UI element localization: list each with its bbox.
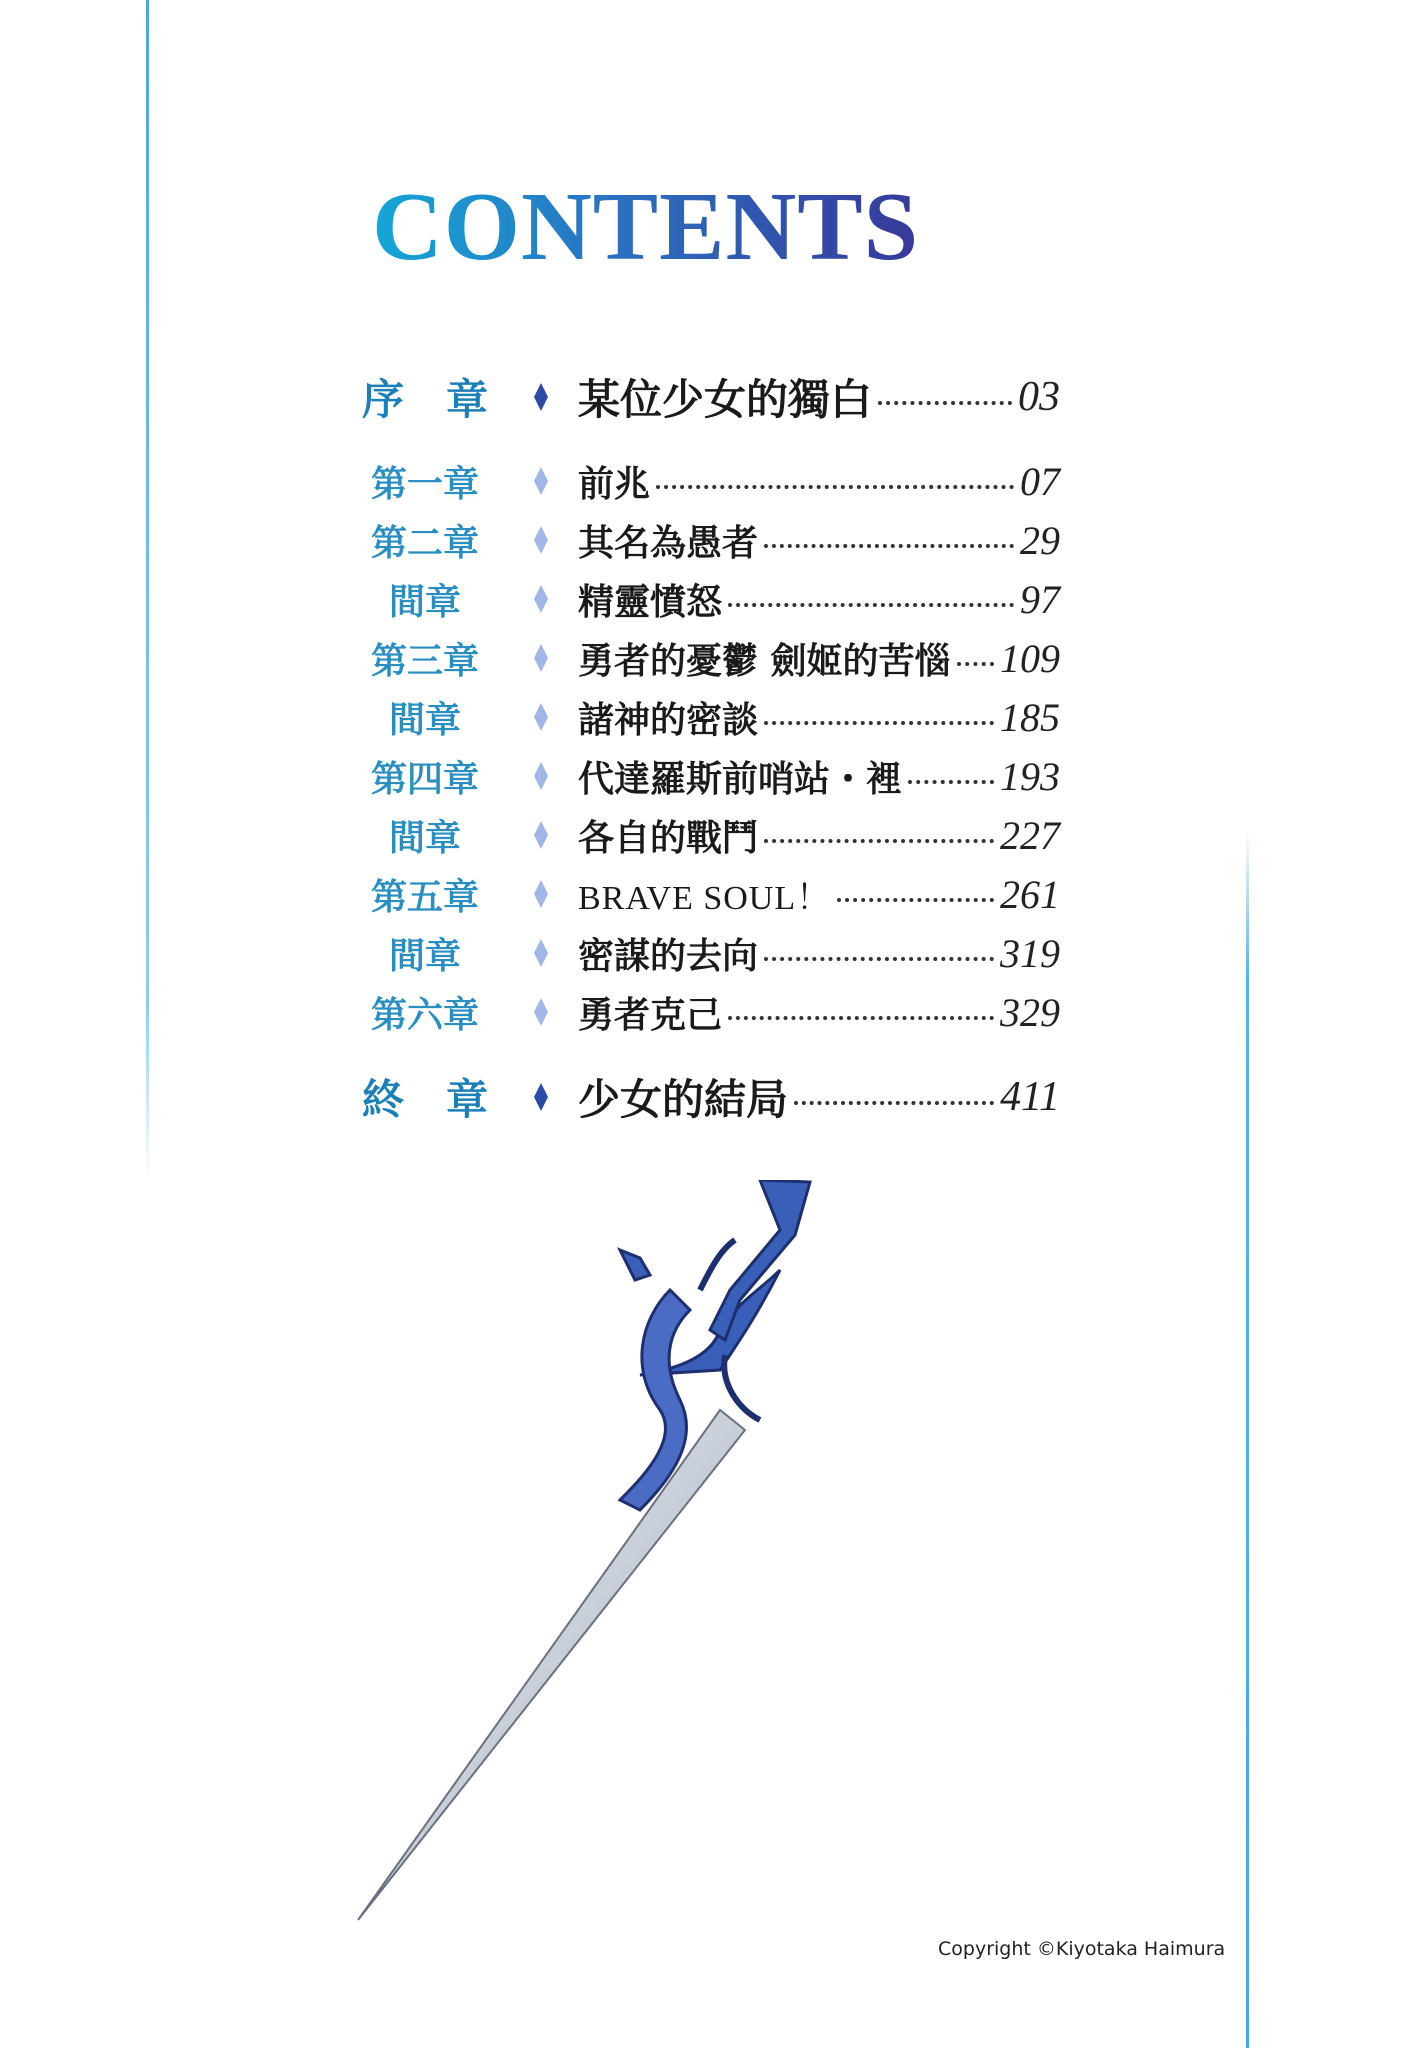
diamond-icon [522,584,560,614]
toc-page-number: 261 [1000,871,1060,917]
toc-title: 代達羅斯前哨站・裡 [578,757,903,800]
diamond-icon [522,702,560,732]
dot-leader [728,1016,994,1020]
toc-page-number: 97 [1020,576,1060,622]
diamond-icon [522,761,560,791]
dot-leader [764,839,994,843]
toc-title: 其名為愚者 [578,521,759,564]
diamond-icon [522,879,560,909]
toc-row-chapter-6[interactable] [350,985,1060,1039]
toc-row-interlude-2[interactable] [350,690,1060,744]
toc-page-number: 227 [1000,812,1060,858]
toc-page-number: 29 [1020,517,1060,563]
diamond-icon [522,997,560,1027]
diamond-icon [522,1082,560,1112]
toc-row-chapter-4[interactable] [350,749,1060,803]
toc-chapter-label: 第三章 [370,639,479,682]
toc-title: 勇者的憂鬱 劍姬的苦惱 [578,639,951,682]
toc-row-chapter-1[interactable] [350,454,1060,508]
dot-leader [764,544,1014,548]
toc-chapter-label: 序 章 [361,375,488,424]
toc-row-chapter-5[interactable] [350,867,1060,921]
toc-page-number: 411 [1000,1074,1060,1120]
toc-row-interlude-1[interactable] [350,572,1060,626]
toc-chapter-label: 終 章 [361,1075,488,1124]
copyright-text: Copyright ©Kiyotaka Haimura [938,1938,1226,1960]
toc-chapter-label: 第六章 [370,993,479,1036]
toc-title: 諸神的密談 [578,698,759,741]
toc-row-interlude-3[interactable] [350,808,1060,862]
toc-row-epilogue[interactable] [350,1070,1060,1124]
dot-leader [764,957,994,961]
diamond-icon [522,938,560,968]
dot-leader [656,485,1014,489]
toc-title: 前兆 [578,462,651,505]
diamond-icon [522,382,560,412]
toc-chapter-label: 第四章 [370,757,479,800]
toc-page-number: 07 [1020,458,1060,504]
left-frame-line [146,0,149,1180]
dot-leader [794,1101,994,1105]
toc-chapter-label: 間章 [388,816,461,859]
toc-page-number: 185 [1000,694,1060,740]
dot-leader [764,721,994,725]
toc-chapter-label: 第一章 [370,462,479,505]
diamond-icon [522,643,560,673]
toc-title: 各自的戰鬥 [578,816,759,859]
toc-page-number: 03 [1018,374,1060,420]
sword-icon [340,1180,940,1940]
toc-page-number: 329 [1000,989,1060,1035]
toc-title: 某位少女的獨白 [578,375,873,424]
dot-leader [837,898,994,902]
dot-leader [728,603,1014,607]
toc-page-number: 109 [1000,635,1060,681]
diamond-icon [522,525,560,555]
toc-chapter-label: 間章 [388,580,461,623]
toc-chapter-label: 第二章 [370,521,479,564]
dot-leader [957,662,994,666]
toc-chapter-label: 第五章 [370,875,479,918]
toc-row-interlude-4[interactable] [350,926,1060,980]
toc-title: 勇者克己 [578,993,723,1036]
toc-row-prologue[interactable] [350,370,1060,424]
toc-page-number: 193 [1000,753,1060,799]
right-frame-line [1246,830,1249,2048]
toc-title: 精靈憤怒 [578,580,723,623]
toc-title: 密謀的去向 [578,934,759,977]
dot-leader [878,401,1012,405]
toc-row-chapter-2[interactable] [350,513,1060,567]
toc-title: BRAVE SOUL！ [578,879,832,917]
diamond-icon [522,820,560,850]
toc-row-chapter-3[interactable] [350,631,1060,685]
toc-title: 少女的結局 [578,1075,789,1124]
toc-chapter-label: 間章 [388,698,461,741]
toc-chapter-label: 間章 [388,934,461,977]
page-title: CONTENTS [372,178,932,276]
dot-leader [908,780,994,784]
diamond-icon [522,466,560,496]
toc-page-number: 319 [1000,930,1060,976]
